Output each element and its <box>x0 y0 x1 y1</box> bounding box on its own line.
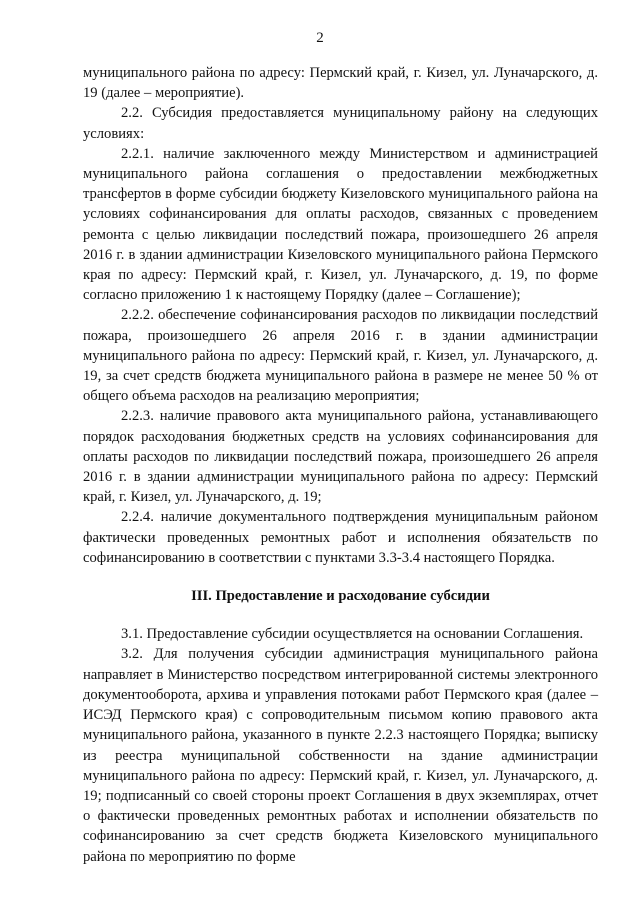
paragraph-3-2: 3.2. Для получения субсидии администрация муниципального района направляет в Министерство посредством интегрированной системы электронного документооборота, архива и управления потоками работ Пермского края (далее – ИСЭД Пермского края) с сопроводительным письмом копию правового акта муниципального района, указанного в пункте 2.2.3 настоящего Порядка; выписку из реестра муниципальной собственности на здание администрации муниципального района по адресу: Пермский край, г. Кизел, ул. Луначарского, д. 19; подписанный со своей стороны проект Соглашения в двух экземплярах, отчет о фактически проведенных ремонтных работах и исполнении обязательств по софинансированию за счет средств бюджета Кизеловского муниципального района по мероприятию по форме <box>83 646 598 865</box>
paragraph-3-1: 3.1. Предоставление субсидии осуществляется на основании Соглашения. <box>121 626 584 643</box>
paragraph-2-2-2: 2.2.2. обеспечение софинансирования расходов по ликвидации последствий пожара, произошедшего 26 апреля 2016 г. в здании администрации муниципального района по адресу: Пермский край, г. Кизел, ул. Луначарского, д. 19, за счет средств бюджета муниципального района в размере не менее 50 % от общего объема расходов на реализацию мероприятия; <box>83 307 598 405</box>
document-body <box>83 63 598 867</box>
paragraph-2-2-3: 2.2.3. наличие правового акта муниципального района, устанавливающего порядок расходования бюджетных средств на условиях софинансирования для оплаты расходов по ликвидации последствий пожара, произошедшего 26 апреля 2016 г. в здании администрации муниципального района по адресу: Пермский край, г. Кизел, ул. Луначарского, д. 19; <box>83 408 598 506</box>
paragraph-2-2-4: 2.2.4. наличие документального подтверждения муниципальным районом фактически проведенных ремонтных работ и исполнения обязательств по софинансированию в соответствии с пунктами 3.3-3.4 настоящего Порядка. <box>83 509 598 566</box>
paragraph-2-2: 2.2. Субсидия предоставляется муниципальному району на следующих условиях: <box>83 105 598 142</box>
section-heading: III. Предоставление и расходование субсидии <box>191 588 490 605</box>
page-number: 2 <box>316 30 324 46</box>
paragraph-2-2-1: 2.2.1. наличие заключенного между Министерством и администрацией муниципального района соглашения о предоставлении межбюджетных трансфертов в форме субсидии бюджету Кизеловского муниципального района на условиях софинансирования для оплаты расходов, связанных с проведением ремонта с целью ликвидации последствий пожара, произошедшего 26 апреля 2016 г. в здании администрации Кизеловского муниципального района Пермского края по адресу: Пермский край, г. Кизел, ул. Луначарского, д. 19, по форме согласно приложению 1 к настоящему Порядку (далее – Соглашение); <box>83 145 598 304</box>
paragraph-continuation: муниципального района по адресу: Пермский край, г. Кизел, ул. Луначарского, д. 19 (далее – мероприятие). <box>83 65 598 102</box>
